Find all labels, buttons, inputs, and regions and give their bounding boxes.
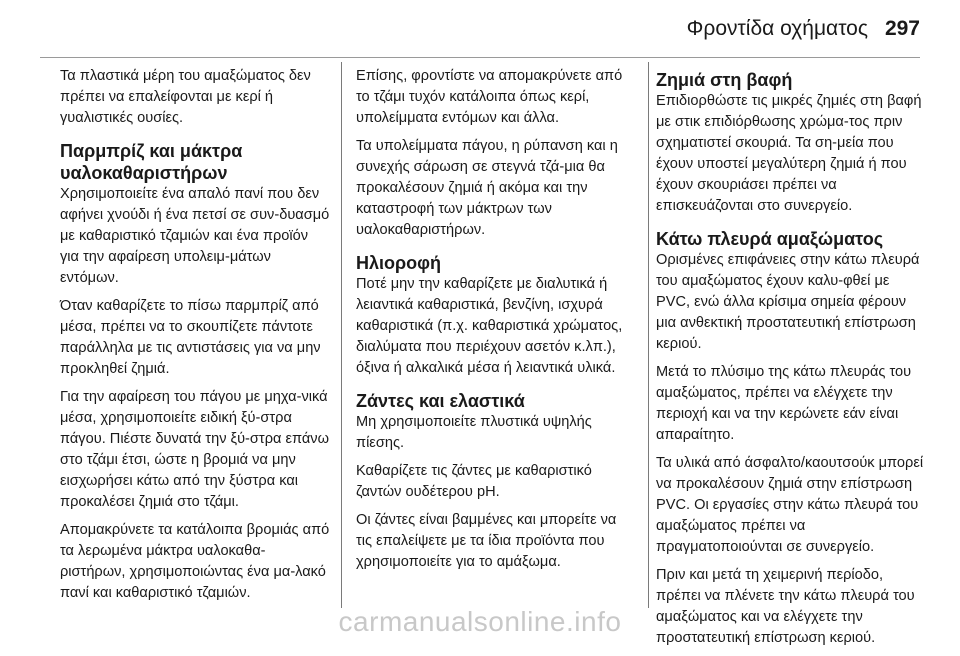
paragraph: Απομακρύνετε τα κατάλοιπα βρομιάς από τα λερωμένα μάκτρα υαλοκαθα-ριστήρων, χρησιμοποιώντας ένα μα-λακό πανί και καθαριστικό τζαμιών. (60, 522, 330, 601)
watermark: carmanualsonline.info (338, 606, 622, 637)
section-heading: Ζάντες και ελαστικά (356, 391, 525, 411)
paragraph: Χρησιμοποιείτε ένα απαλό πανί που δεν αφήνει χνούδι ή ένα πετσί σε συν-δυασμό με καθαριστικό τζαμιών και ένα προϊόν για την αφαίρεση υπολειμ-μάτων εντόμων. (60, 186, 330, 286)
column-divider-2 (648, 62, 649, 608)
paragraph: Τα υλικά από άσφαλτο/καουτσούκ μπορεί να προκαλέσουν ζημιά στην επίστρωση PVC. Οι εργασίες στην κάτω πλευρά του αμαξώματος πρέπει να πραγματοποιούνται σε συνεργείο. (656, 455, 924, 555)
paragraph: Όταν καθαρίζετε το πίσω παρμπρίζ από μέσα, πρέπει να το σκουπίζετε πάντοτε παράλληλα με τις αντιστάσεις για να μην προκληθεί ζημιά. (60, 298, 321, 377)
column-2 (356, 66, 634, 580)
paragraph: Οι ζάντες είναι βαμμένες και μπορείτε να τις επαλείψετε με τα ίδια προϊόντα που χρησιμοποιείτε για το αμάξωμα. (356, 512, 617, 570)
paragraph: Επιδιορθώστε τις μικρές ζημιές στη βαφή με στικ επιδιόρθωσης χρώμα-τος πριν σχηματιστεί σκουριά. Τα ση-μεία που έχουν υποστεί μεγαλύτερη ζημιά ή που έχουν σκουριάσει πρέπει να επισκευάζονται στο συνεργείο. (656, 93, 922, 214)
paragraph: Για την αφαίρεση του πάγου με μηχα-νικά μέσα, χρησιμοποιείτε ειδική ξύ-στρα πάγου. Πιέστε δυνατά την ξύ-στρα επάνω στο τζάμι έτσι, ώστε η βρομιά να μην εισχωρήσει κάτω από την ξύστρα και προκαλέσει ζημιά στο τζάμι. (60, 389, 329, 510)
paragraph: Ποτέ μην την καθαρίζετε με διαλυτικά ή λειαντικά καθαριστικά, βενζίνη, ισχυρά καθαριστικά (π.χ. καθαριστικά χρώματος, διαλύματα που περιέχουν ασετόν κ.λπ.), όξινα ή αλκαλικά μέσα ή λειαντικά υλικά. (356, 276, 623, 376)
page-number: 297 (884, 17, 920, 40)
paragraph: Τα υπολείμματα πάγου, η ρύπανση και η συνεχής σάρωση σε στεγνά τζά-μια θα προκαλέσουν ζημιά ή ακόμα και την καταστροφή των μάκτρων των υαλοκαθαριστήρων. (356, 138, 618, 238)
paragraph: Μετά το πλύσιμο της κάτω πλευράς του αμαξώματος, πρέπει να ελέγχετε την περιοχή και να την κερώνετε εάν είναι απαραίτητο. (656, 364, 912, 443)
column-3 (656, 66, 924, 656)
paragraph: Ορισμένες επιφάνειες στην κάτω πλευρά του αμαξώματος έχουν καλυ-φθεί με PVC, ενώ άλλα κρίσιμα σημεία φέρουν μια ανθεκτική προστατευτική επίστρωση κεριού. (656, 252, 920, 352)
header-rule (40, 57, 920, 58)
section-heading: Παρμπρίζ και μάκτρα υαλοκαθαριστήρων (60, 141, 243, 183)
paragraph: Τα πλαστικά μέρη του αμαξώματος δεν πρέπει να επαλείφονται με κερί ή γυαλιστικές ουσίες. (60, 68, 311, 126)
running-title: Φροντίδα οχήματος (686, 17, 868, 40)
paragraph: Επίσης, φροντίστε να απομακρύνετε από το τζάμι τυχόν κατάλοιπα όπως κερί, υπολείμματα εντόμων και άλλα. (356, 68, 623, 126)
paragraph: Καθαρίζετε τις ζάντες με καθαριστικό ζαντών ουδέτερου pH. (356, 463, 592, 500)
page-header (0, 0, 960, 62)
section-heading: Ζημιά στη βαφή (656, 70, 793, 90)
section-heading: Κάτω πλευρά αμαξώματος (656, 229, 884, 249)
paragraph: Μη χρησιμοποιείτε πλυστικά υψηλής πίεσης. (356, 414, 592, 451)
column-divider-1 (341, 62, 342, 608)
column-1 (60, 66, 330, 611)
section-heading: Ηλιοροφή (356, 253, 442, 273)
paragraph: Πριν και μετά τη χειμερινή περίοδο, πρέπει να πλένετε την κάτω πλευρά του αμαξώματος και να ελέγχετε την προστατευτική επίστρωση κεριού. (656, 567, 915, 646)
